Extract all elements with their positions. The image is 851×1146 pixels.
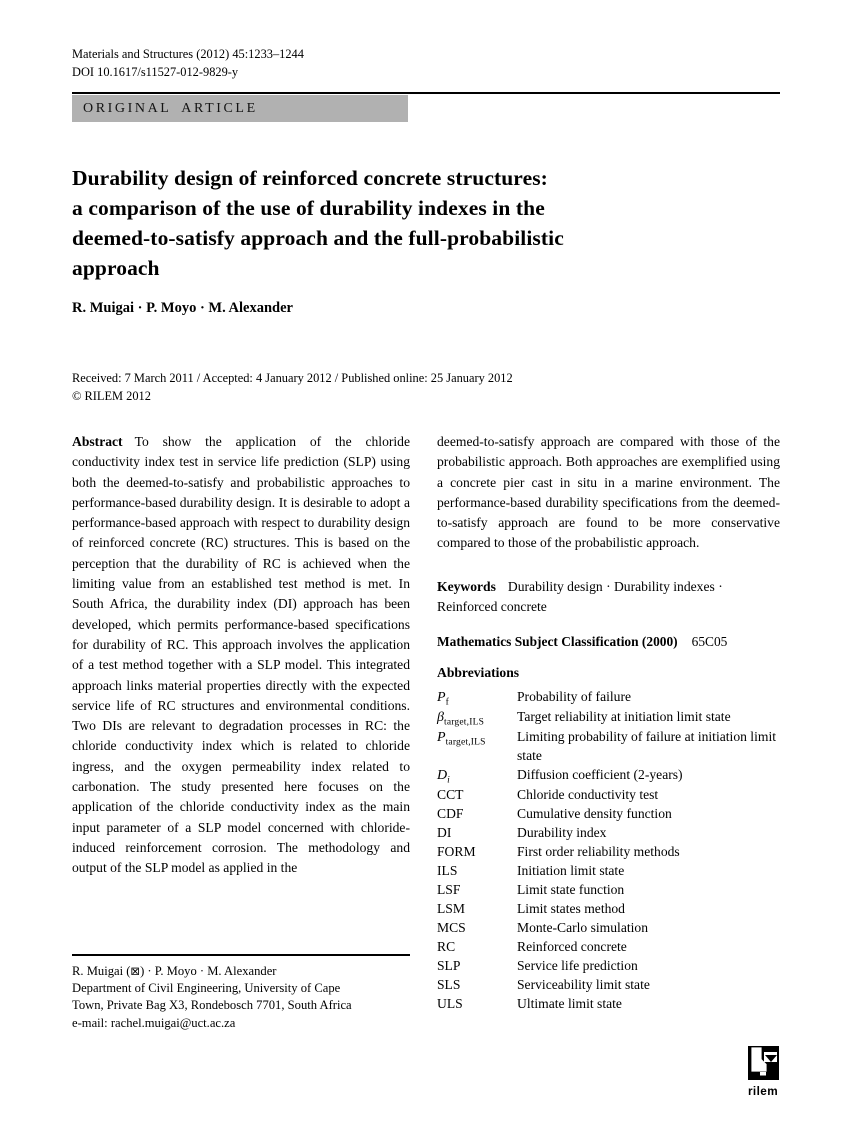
abbreviation-row bbox=[437, 899, 780, 918]
footnote-address-line: Town, Private Bag X3, Rondebosch 7701, South Africa bbox=[72, 998, 352, 1013]
right-column bbox=[437, 432, 780, 1032]
abbreviation-definition: Probability of failure bbox=[517, 689, 632, 705]
abbreviation-definition: Monte-Carlo simulation bbox=[517, 920, 649, 936]
abbreviation-term: $D_i$ bbox=[437, 768, 450, 787]
abbreviation-definition: Durability index bbox=[517, 825, 607, 841]
abbreviation-row bbox=[437, 918, 780, 937]
abbreviation-definition: Limit states method bbox=[517, 901, 625, 917]
abbreviation-term: CCT bbox=[437, 787, 464, 803]
article-history bbox=[72, 369, 780, 405]
abbreviation-row bbox=[437, 823, 780, 842]
abbreviation-definition: Serviceability limit state bbox=[517, 977, 650, 993]
keywords-block bbox=[437, 577, 780, 618]
article-title-line: approach bbox=[72, 256, 160, 280]
abbreviation-term: $\beta_{target,ILS}$ bbox=[437, 710, 485, 729]
abbreviation-definition: Ultimate limit state bbox=[517, 996, 622, 1012]
abbreviation-row bbox=[437, 785, 780, 804]
abbreviation-definition: Service life prediction bbox=[517, 958, 638, 974]
abbreviation-row bbox=[437, 687, 780, 707]
rilem-logo-mark bbox=[748, 1046, 779, 1080]
abbreviation-definition: Limiting probability of failure at initiation limit state bbox=[517, 729, 776, 764]
footnote-address-line: Department of Civil Engineering, University of Cape bbox=[72, 981, 341, 996]
msc-label: Mathematics Subject Classification (2000) bbox=[437, 634, 678, 650]
abbreviation-term: LSF bbox=[437, 882, 461, 898]
article-type-label: ORIGINAL ARTICLE bbox=[83, 100, 258, 116]
article-title-line: Durability design of reinforced concrete structures: bbox=[72, 166, 548, 190]
article-type-banner bbox=[72, 95, 408, 122]
article-title-line: deemed-to-satisfy approach and the full-probabilistic bbox=[72, 226, 564, 250]
abbreviation-term: $P_{target,ILS}$ bbox=[437, 730, 486, 749]
abbreviation-row bbox=[437, 975, 780, 994]
abbreviation-definition: Chloride conductivity test bbox=[517, 787, 659, 803]
copyright-line: © RILEM 2012 bbox=[72, 389, 151, 403]
abbreviation-row bbox=[437, 861, 780, 880]
abbreviation-definition: Cumulative density function bbox=[517, 806, 672, 822]
footnote-rule bbox=[72, 954, 410, 956]
abstract-label: Abstract bbox=[72, 434, 123, 449]
authors-line: R. Muigai · P. Moyo · M. Alexander bbox=[72, 300, 293, 316]
abbreviation-row bbox=[437, 707, 780, 727]
abbreviation-term: ILS bbox=[437, 863, 458, 879]
abbreviation-term: CDF bbox=[437, 806, 464, 822]
two-column-body bbox=[72, 432, 780, 1032]
abbreviation-term: ULS bbox=[437, 996, 463, 1012]
abbreviations-heading: Abbreviations bbox=[437, 665, 520, 681]
doi-line: DOI 10.1617/s11527-012-9829-y bbox=[72, 65, 239, 79]
envelope-icon: ⊠ bbox=[130, 963, 141, 978]
abbreviation-row bbox=[437, 727, 780, 765]
abbreviation-term: FORM bbox=[437, 844, 476, 860]
rilem-wordmark: rilem bbox=[747, 1086, 779, 1098]
abbreviation-term: SLP bbox=[437, 958, 461, 974]
abbreviation-term: MCS bbox=[437, 920, 466, 936]
received-line: Received: 7 March 2011 / Accepted: 4 January 2012 / Published online: 25 January 2012 bbox=[72, 371, 513, 385]
abbreviation-term: SLS bbox=[437, 977, 461, 993]
journal-header bbox=[72, 0, 780, 81]
abbreviation-row bbox=[437, 842, 780, 861]
abstract-paragraph bbox=[72, 432, 410, 879]
header-rule bbox=[72, 92, 780, 94]
abstract-continuation: deemed-to-satisfy approach are compared with those of the probabilistic approach. Both approaches are exemplified using a concrete pier cast in situ in a marine environment. The performance-based durability specifications from the deemed-to-satisfy approach are found to be more conservative compared to those of the probabilistic approach. bbox=[437, 434, 780, 551]
article-title bbox=[72, 163, 780, 283]
footnote-email: e-mail: rachel.muigai@uct.ac.za bbox=[72, 1015, 236, 1030]
journal-citation: Materials and Structures (2012) 45:1233–1244 bbox=[72, 47, 304, 61]
article-title-line: a comparison of the use of durability indexes in the bbox=[72, 196, 545, 220]
abbreviations-list bbox=[437, 687, 780, 1013]
abbreviation-row bbox=[437, 956, 780, 975]
abbreviation-row bbox=[437, 804, 780, 823]
abbreviation-row bbox=[437, 994, 780, 1013]
msc-value: 65C05 bbox=[691, 634, 728, 650]
abbreviation-definition: First order reliability methods bbox=[517, 844, 680, 860]
abstract-text: To show the application of the chloride conductivity index test in service life prediction (SLP) using both the deemed-to-satisfy and probabilistic approaches to performance-based durability design. It is desirable to adopt a performance-based approach with respect to durability design of reinforced concrete (RC) structures. This is based on the perception that the durability of RC is achieved when the limiting value from an established test method is met. In South Africa, the durability index (DI) approach has been developed, which permits performance-based specifications for durability of RC. This approach involves the application of a test method together with a SLP model. This integrated approach links material properties directly with the expected service life of RC structures and environmental conditions. Two DIs are relevant to degradation processes in RC: the chloride conductivity index which is related to chloride ingress, and the oxygen permeability index related to carbonation. The study presented here focuses on the application of the chloride conductivity index as the main input parameter of a SLP model concerned with chloride-induced reinforcement corrosion. The methodology and output of the SLP model as applied in the bbox=[72, 434, 410, 876]
abbreviation-definition: Initiation limit state bbox=[517, 863, 625, 879]
abbreviation-term: DI bbox=[437, 825, 452, 841]
left-column bbox=[72, 432, 410, 1032]
msc-block bbox=[437, 634, 780, 650]
abbreviation-row bbox=[437, 880, 780, 899]
abbreviation-row bbox=[437, 765, 780, 785]
footnote-authors: R. Muigai (⊠) · P. Moyo · M. Alexander bbox=[72, 963, 277, 978]
keywords-label: Keywords bbox=[437, 578, 496, 594]
correspondence-footnote bbox=[72, 954, 410, 1032]
abbreviation-term: RC bbox=[437, 939, 456, 955]
abbreviation-row bbox=[437, 937, 780, 956]
abbreviation-definition: Reinforced concrete bbox=[517, 939, 627, 955]
abbreviation-term: LSM bbox=[437, 901, 465, 917]
rilem-logo bbox=[745, 1046, 781, 1098]
abbreviation-definition: Target reliability at initiation limit state bbox=[517, 709, 731, 725]
abbreviation-term: $P_f$ bbox=[437, 690, 449, 709]
abbreviation-definition: Diffusion coefficient (2-years) bbox=[517, 767, 683, 783]
keywords-text: Durability design · Durability indexes · Reinforced concrete bbox=[437, 578, 723, 615]
abbreviation-definition: Limit state function bbox=[517, 882, 625, 898]
